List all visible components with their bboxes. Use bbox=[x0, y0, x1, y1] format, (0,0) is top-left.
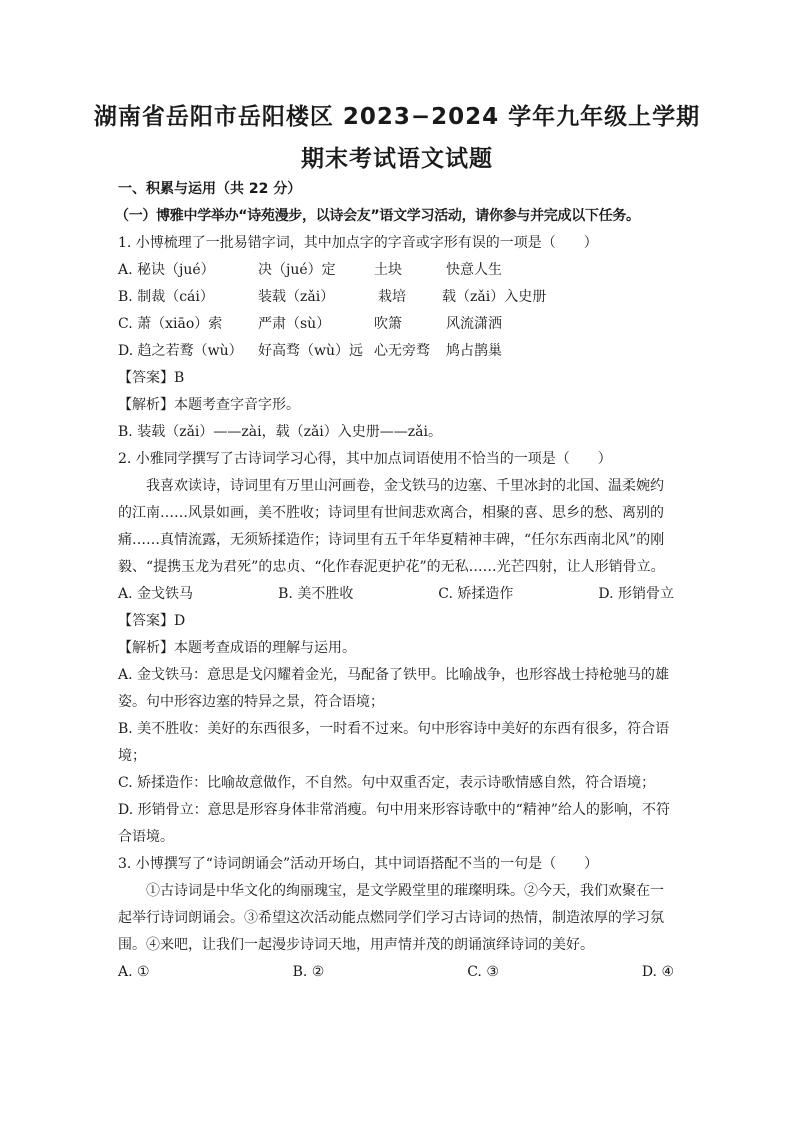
option-item: A. 秘诀（jué） bbox=[118, 262, 215, 278]
q1-option-a bbox=[118, 257, 674, 284]
question-1-analysis bbox=[118, 392, 674, 419]
option-item: 土块 bbox=[374, 262, 402, 278]
question-2-detail-b: B. 美不胜收：美好的东西很多，一时看不过来。句中形容诗中美好的东西有很多，符合语境； bbox=[118, 721, 670, 764]
option-item: 载（zǎi）入史册 bbox=[442, 289, 547, 305]
option-item: 栽培 bbox=[378, 289, 406, 305]
exam-content bbox=[115, 176, 675, 986]
option-item: D. 趋之若鹜（wù） bbox=[118, 343, 243, 359]
analysis-label: 【解析】 bbox=[118, 640, 174, 656]
question-2-detail-d: D. 形销骨立：意思是形容身体非常消瘦。句中用来形容诗歌中的“精神”给人的影响，不符合语境。 bbox=[118, 802, 670, 845]
subsection-heading: （一）博雅中学举办“诗苑漫步，以诗会友”语文学习活动，请你参与并完成以下任务。 bbox=[115, 208, 640, 224]
q2-options bbox=[118, 581, 674, 608]
section-heading: 一、积累与运用（共 22 分） bbox=[118, 181, 302, 197]
option-item: 严肃（sù） bbox=[258, 316, 331, 332]
analysis-text: 本题考查成语的理解与运用。 bbox=[174, 640, 356, 656]
option-item: B. 美不胜收 bbox=[278, 586, 354, 602]
question-2-detail-c: C. 矫揉造作：比喻故意做作，不自然。句中双重否定，表示诗歌情感自然，符合语境； bbox=[118, 775, 656, 791]
question-2-detail-a: A. 金戈铁马：意思是戈闪耀着金光，马配备了铁甲。比喻战争，也形容战士持枪驰马的雄姿。句中形容边塞的特异之景，符合语境； bbox=[118, 667, 670, 710]
option-item: C. 萧（xiāo）索 bbox=[118, 316, 223, 332]
q1-option-d bbox=[118, 338, 674, 365]
option-item: C. ③ bbox=[467, 964, 499, 980]
option-item: 装载（zǎi） bbox=[258, 289, 335, 305]
option-item: 快意人生 bbox=[446, 262, 502, 278]
option-item: B. 制裁（cái） bbox=[118, 289, 214, 305]
exam-title: 湖南省岳阳市岳阳楼区 2023−2024 学年九年级上学期 bbox=[93, 104, 701, 130]
q3-options bbox=[118, 959, 674, 986]
option-item: 鸠占鹊巢 bbox=[446, 343, 502, 359]
question-1-detail: B. 装载（zǎi）——zài，载（zǎi）入史册——zǎi。 bbox=[118, 424, 442, 440]
option-item: 吹箫 bbox=[374, 316, 402, 332]
question-1-stem: 1. 小博梳理了一批易错字词，其中加点字的字音或字形有误的一项是（ ） bbox=[118, 235, 598, 251]
q1-option-b bbox=[118, 284, 674, 311]
question-2-passage: 我喜欢读诗，诗词里有万里山河画卷，金戈铁马的边塞、千里冰封的北国、温柔婉约的江南……风景如画，美不胜收；诗词里有世间悲欢离合，相聚的喜、思乡的愁、离别的痛……真情流露，无须矫揉造作；诗词里有五千年华夏精神丰碑，“任尔东西南北风”的刚毅、“提携玉龙为君死”的忠贞、“化作春泥更护花”的无私……光芒四射，让人形销骨立。 bbox=[118, 478, 665, 575]
question-1-answer: 【答案】B bbox=[118, 370, 185, 386]
question-2-answer: 【答案】D bbox=[118, 613, 186, 629]
option-item: C. 矫揉造作 bbox=[438, 586, 514, 602]
exam-subtitle: 期末考试语文试题 bbox=[301, 146, 493, 172]
q1-option-c bbox=[118, 311, 674, 338]
option-item: B. ② bbox=[292, 964, 325, 980]
option-item: 好高骛（wù）远 bbox=[258, 343, 363, 359]
question-2-stem: 2. 小雅同学撰写了古诗词学习心得，其中加点词语使用不恰当的一项是（ ） bbox=[118, 451, 612, 467]
question-2-analysis bbox=[118, 635, 674, 662]
option-item: 心无旁骛 bbox=[374, 343, 430, 359]
option-item: D. ④ bbox=[641, 964, 675, 980]
option-item: D. 形销骨立 bbox=[598, 586, 675, 602]
analysis-label: 【解析】 bbox=[118, 397, 174, 413]
analysis-text: 本题考查字音字形。 bbox=[174, 397, 300, 413]
option-item: A. 金戈铁马 bbox=[118, 586, 194, 602]
question-3-stem: 3. 小博撰写了“诗词朗诵会”活动开场白，其中词语搭配不当的一句是（ ） bbox=[118, 856, 599, 872]
option-item: 决（jué）定 bbox=[258, 262, 336, 278]
option-item: A. ① bbox=[118, 964, 150, 980]
question-3-passage: ①古诗词是中华文化的绚丽瑰宝，是文学殿堂里的璀璨明珠。②今天，我们欢聚在一起举行诗词朗诵会。③希望这次活动能点燃同学们学习古诗词的热情，制造浓厚的学习氛围。④来吧，让我们一起漫步诗词天地，用声情并茂的朗诵演绎诗词的美好。 bbox=[118, 883, 664, 953]
option-item: 风流潇洒 bbox=[446, 316, 502, 332]
